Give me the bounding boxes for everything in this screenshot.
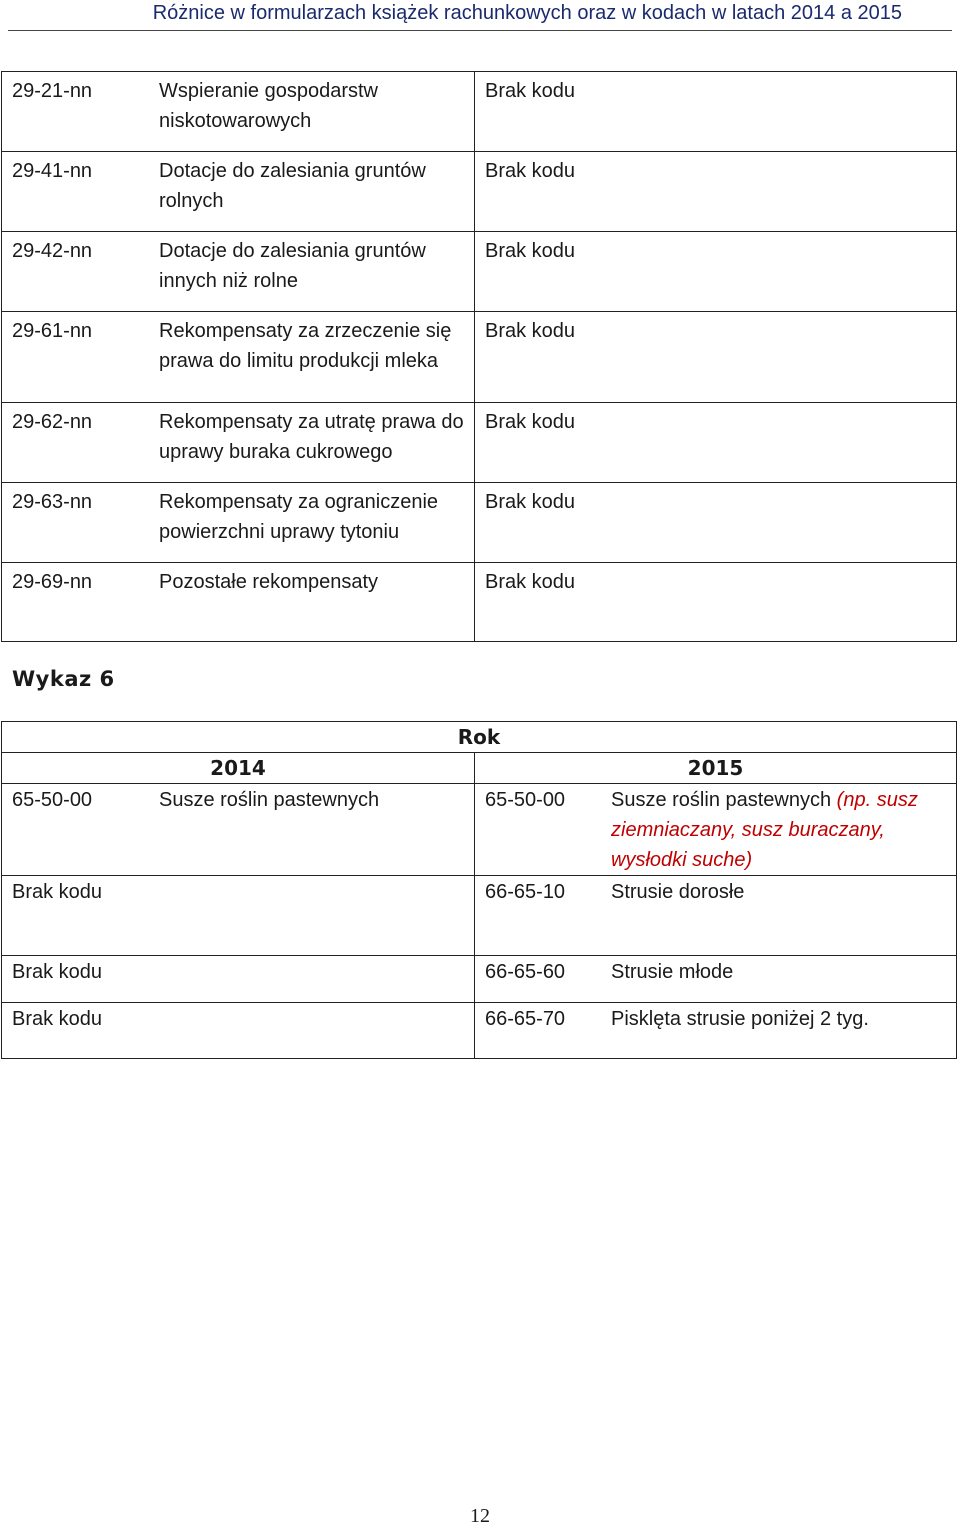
code-2015: Brak kodu: [485, 80, 576, 102]
table-cell-2015: [475, 403, 957, 483]
table-row: [2, 152, 957, 232]
description-2015-note: (np. susz ziemniaczany, susz buraczany, wysłodki suche): [611, 789, 918, 871]
year-2014-label: 2014: [210, 756, 266, 780]
code-2015: Brak kodu: [485, 571, 576, 593]
page-number: 12: [470, 1505, 490, 1527]
page-header: [0, 0, 960, 31]
code-2014: 29-63-nn: [12, 491, 93, 513]
code-2014: 29-62-nn: [12, 411, 93, 433]
description-2015: Strusie dorosłe: [611, 881, 745, 903]
table-cell-2015: [475, 563, 957, 642]
table-row: [2, 563, 957, 642]
code-2015: 66-65-10: [485, 881, 566, 903]
code-2014: 65-50-00: [12, 789, 93, 811]
table-cell-2014: [2, 956, 475, 1003]
section-title: Wykaz 6: [12, 667, 115, 691]
description-2014: Wspieranie gospodarstw niskotowarowych: [159, 80, 378, 132]
table-cell-2014: [2, 1003, 475, 1059]
code-2015: Brak kodu: [485, 160, 576, 182]
description-2014: [159, 877, 464, 907]
code-2015: Brak kodu: [485, 320, 576, 342]
table-row: [2, 232, 957, 312]
description-2014: Rekompensaty za ograniczenie powierzchni uprawy tytoniu: [159, 491, 439, 543]
year-header: Rok: [457, 725, 501, 749]
code-2014: 29-21-nn: [12, 80, 93, 102]
table-row: [2, 956, 957, 1003]
table-row: [2, 1003, 957, 1059]
table-cell-2014: [2, 483, 475, 563]
description-2014: [159, 1004, 464, 1034]
wykaz-6-table: [1, 721, 957, 1059]
table-cell-2015: [475, 876, 957, 956]
code-2014: Brak kodu: [12, 881, 103, 903]
description-2014: Dotacje do zalesiania gruntów rolnych: [159, 160, 426, 212]
header-rule: [8, 30, 952, 31]
code-2014: Brak kodu: [12, 1008, 103, 1030]
table-cell-2015: [475, 72, 957, 152]
code-2015: Brak kodu: [485, 240, 576, 262]
table-cell-2015: [475, 312, 957, 403]
table-cell-2015: [475, 152, 957, 232]
table-row: [2, 72, 957, 152]
description-2014: Susze roślin pastewnych: [159, 789, 380, 811]
table-header-row: [2, 753, 957, 784]
code-2015: Brak kodu: [485, 411, 576, 433]
table-cell-2015: [475, 232, 957, 312]
table-cell-2015: [475, 956, 957, 1003]
code-2015: 66-65-60: [485, 961, 566, 983]
table-row: [2, 483, 957, 563]
code-2015: 66-65-70: [485, 1008, 566, 1030]
code-2014: Brak kodu: [12, 961, 103, 983]
table-cell-2014: [2, 232, 475, 312]
table-cell-2014: [2, 312, 475, 403]
column-header-2014: [2, 753, 475, 784]
description-2015: Pisklęta strusie poniżej 2 tyg.: [611, 1008, 869, 1030]
table-header-row: [2, 722, 957, 753]
code-2015: Brak kodu: [485, 491, 576, 513]
table-header-cell: [2, 722, 957, 753]
code-2014: 29-61-nn: [12, 320, 93, 342]
description-2015: [611, 785, 946, 875]
description-2015-text: Susze roślin pastewnych: [611, 789, 832, 811]
table-cell-2015: [475, 1003, 957, 1059]
codes-table-continued: [1, 71, 957, 642]
description-2014: Rekompensaty za utratę prawa do uprawy buraka cukrowego: [159, 411, 464, 463]
table-cell-2014: [2, 784, 475, 876]
description-2014: Rekompensaty za zrzeczenie się prawa do limitu produkcji mleka: [159, 320, 452, 372]
year-2015-label: 2015: [687, 756, 744, 780]
table-row: [2, 784, 957, 876]
description-2014: [159, 957, 464, 987]
table-cell-2014: [2, 152, 475, 232]
table-row: [2, 403, 957, 483]
table-cell-2015: [475, 784, 957, 876]
code-2014: 29-42-nn: [12, 240, 93, 262]
page-header-title: Różnice w formularzach książek rachunkowych oraz w kodach w latach 2014 a 2015: [152, 2, 902, 24]
table-cell-2015: [475, 483, 957, 563]
description-2014: Pozostałe rekompensaty: [159, 571, 379, 593]
code-2014: 29-41-nn: [12, 160, 93, 182]
column-header-2015: [475, 753, 957, 784]
description-2014: Dotacje do zalesiania gruntów innych niż rolne: [159, 240, 426, 292]
table-cell-2014: [2, 72, 475, 152]
code-2015: 65-50-00: [485, 789, 566, 811]
table-cell-2014: [2, 876, 475, 956]
description-2015: Strusie młode: [611, 961, 734, 983]
table-row: [2, 876, 957, 956]
table-cell-2014: [2, 403, 475, 483]
table-row: [2, 312, 957, 403]
code-2014: 29-69-nn: [12, 571, 93, 593]
table-cell-2014: [2, 563, 475, 642]
